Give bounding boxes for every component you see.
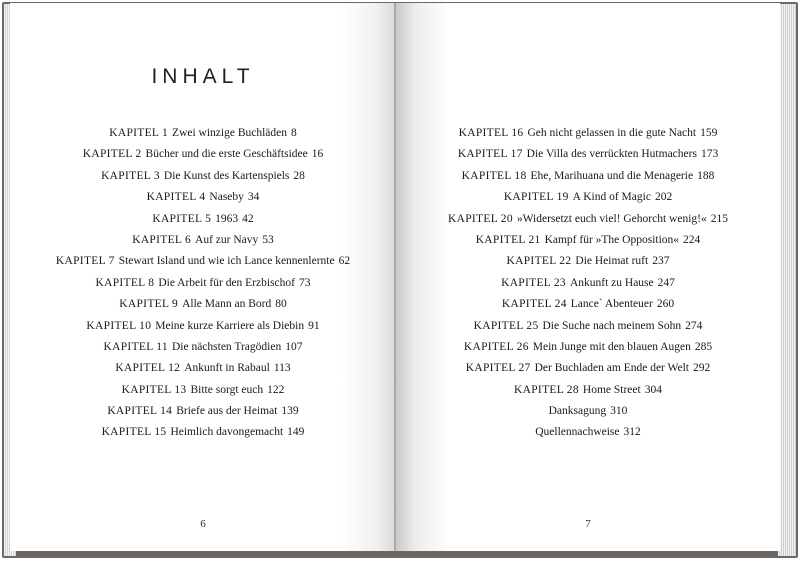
chapter-label: KAPITEL 19	[503, 191, 569, 204]
toc-entry	[396, 144, 780, 165]
chapter-label: KAPITEL 24	[501, 298, 567, 311]
chapter-page-number: 139	[281, 405, 299, 418]
chapter-page-number: 113	[273, 362, 291, 375]
chapter-title: Die Kunst des Kartenspiels	[163, 169, 290, 182]
toc-entry	[10, 187, 396, 208]
page-stack-right	[778, 4, 796, 556]
chapter-title: Heimlich davongemacht	[170, 426, 284, 439]
chapter-title: 1963	[215, 212, 239, 225]
chapter-page-number: 159	[700, 127, 718, 139]
chapter-page-number: 260	[656, 298, 675, 311]
chapter-page-number: 274	[685, 319, 703, 332]
toc-heading: INHALT	[151, 65, 255, 88]
chapter-label: KAPITEL 11	[103, 340, 168, 353]
chapter-title: Home Street	[582, 383, 641, 396]
chapter-page-number: 8	[291, 127, 297, 139]
chapter-page-number: 202	[654, 191, 673, 204]
chapter-title: »Widersetzt euch viel! Gehorcht wenig!«	[516, 212, 707, 225]
chapter-title: Alle Mann an Bord	[182, 298, 272, 311]
toc-entry	[10, 123, 396, 144]
chapter-page-number: 224	[683, 233, 701, 246]
chapter-title: Briefe aus der Heimat	[176, 405, 278, 418]
chapter-label: KAPITEL 8	[95, 276, 155, 289]
chapter-title: A Kind of Magic	[572, 191, 651, 204]
toc-entry	[10, 380, 396, 401]
toc-entry	[10, 422, 396, 443]
chapter-title: Die Heimat ruft	[575, 255, 649, 268]
chapter-page-number: 80	[275, 298, 287, 311]
chapter-label: KAPITEL 26	[463, 340, 529, 353]
chapter-title: Auf zur Navy	[195, 233, 259, 246]
chapter-label: KAPITEL 28	[514, 383, 579, 396]
chapter-page-number: 149	[287, 426, 305, 439]
chapter-page-number: 107	[285, 340, 303, 353]
chapter-page-number: 237	[652, 255, 670, 268]
toc-entry	[10, 144, 396, 165]
chapter-title: Naseby	[209, 191, 244, 204]
chapter-label: KAPITEL 3	[101, 169, 160, 182]
chapter-label: KAPITEL 10	[86, 319, 152, 332]
toc-list-left	[10, 123, 396, 444]
toc-entry	[396, 401, 780, 422]
toc-list-right	[396, 123, 780, 444]
toc-entry	[10, 294, 396, 315]
toc-entry	[10, 209, 396, 230]
chapter-page-number: 28	[293, 169, 305, 182]
toc-entry	[396, 422, 780, 443]
chapter-page-number: 73	[299, 276, 311, 289]
chapter-label: KAPITEL 9	[119, 298, 179, 311]
chapter-title: Ehe, Marihuana und die Menagerie	[530, 169, 694, 182]
chapter-label: KAPITEL 21	[475, 233, 541, 246]
chapter-page-number: 285	[694, 340, 713, 353]
chapter-label: KAPITEL 16	[458, 127, 524, 139]
chapter-title: Ankunft zu Hause	[569, 276, 654, 289]
chapter-title: Bitte sorgt euch	[190, 383, 264, 396]
chapter-label: KAPITEL 17	[457, 148, 523, 161]
chapter-title: Zwei winzige Buchläden	[172, 127, 288, 139]
chapter-page-number: 34	[247, 191, 260, 204]
toc-entry	[10, 273, 396, 294]
chapter-page-number: 62	[338, 255, 351, 268]
chapter-title: Die nächsten Tragödien	[171, 340, 282, 353]
chapter-label: KAPITEL 27	[465, 362, 531, 375]
chapter-page-number: 91	[308, 319, 320, 332]
toc-entry	[396, 230, 780, 251]
chapter-page-number: 188	[697, 169, 715, 182]
chapter-label: KAPITEL 23	[501, 276, 566, 289]
chapter-title: Lance` Abenteuer	[570, 298, 653, 311]
chapter-label: KAPITEL 14	[107, 405, 173, 418]
chapter-label: KAPITEL 1	[109, 127, 169, 139]
chapter-title: Meine kurze Karriere als Diebin	[155, 319, 305, 332]
chapter-label: KAPITEL 6	[132, 233, 192, 246]
chapter-label: KAPITEL 22	[506, 255, 572, 268]
chapter-title: Ankunft in Rabaul	[184, 362, 270, 375]
toc-entry	[396, 187, 780, 208]
toc-entry	[396, 294, 780, 315]
chapter-page-number: 215	[710, 212, 728, 225]
chapter-title: Kampf für »The Opposition«	[544, 233, 680, 246]
chapter-label: KAPITEL 20	[448, 212, 513, 225]
toc-entry	[10, 337, 396, 358]
chapter-page-number: 247	[657, 276, 675, 289]
chapter-title: Quellennachweise	[535, 426, 620, 439]
chapter-label: KAPITEL 2	[82, 148, 142, 161]
toc-entry	[10, 230, 396, 251]
chapter-title: Stewart Island und wie ich Lance kennenlernte	[118, 255, 335, 268]
chapter-title: Die Arbeit für den Erzbischof	[158, 276, 295, 289]
toc-entry	[10, 251, 396, 272]
chapter-title: Bücher und die erste Geschäftsidee	[145, 148, 308, 161]
toc-entry	[396, 358, 780, 379]
chapter-page-number: 292	[692, 362, 711, 375]
chapter-title: Geh nicht gelassen in die gute Nacht	[527, 127, 697, 139]
chapter-label: KAPITEL 5	[152, 212, 212, 225]
page-number-right: 7	[585, 518, 591, 530]
toc-entry	[396, 273, 780, 294]
toc-entry	[396, 337, 780, 358]
chapter-page-number: 312	[623, 426, 641, 439]
chapter-label: KAPITEL 18	[461, 169, 527, 182]
chapter-label: KAPITEL 7	[55, 255, 115, 268]
chapter-page-number: 304	[644, 383, 662, 396]
chapter-page-number: 310	[610, 405, 628, 418]
chapter-page-number: 42	[242, 212, 254, 225]
chapter-page-number: 122	[267, 383, 285, 396]
toc-entry	[396, 380, 780, 401]
chapter-page-number: 53	[262, 233, 274, 246]
toc-entry	[396, 123, 780, 144]
chapter-label: KAPITEL 13	[121, 383, 187, 396]
chapter-label: KAPITEL 12	[115, 362, 181, 375]
left-page	[10, 3, 396, 551]
chapter-title: Danksagung	[548, 405, 607, 418]
chapter-page-number: 16	[311, 148, 324, 161]
chapter-title: Der Buchladen am Ende der Welt	[534, 362, 689, 375]
chapter-title: Mein Junge mit den blauen Augen	[532, 340, 691, 353]
toc-entry	[396, 316, 780, 337]
chapter-label: KAPITEL 25	[473, 319, 539, 332]
toc-entry	[396, 166, 780, 187]
toc-entry	[396, 209, 780, 230]
right-page	[396, 3, 780, 551]
toc-entry	[10, 358, 396, 379]
toc-entry	[10, 166, 396, 187]
chapter-page-number: 173	[700, 148, 719, 161]
chapter-label: KAPITEL 4	[146, 191, 206, 204]
page-number-left: 6	[200, 518, 206, 530]
toc-entry	[10, 316, 396, 337]
toc-entry	[396, 251, 780, 272]
chapter-label: KAPITEL 15	[101, 426, 167, 439]
chapter-title: Die Villa des verrückten Hutmachers	[526, 148, 697, 161]
toc-entry	[10, 401, 396, 422]
chapter-title: Die Suche nach meinem Sohn	[542, 319, 682, 332]
